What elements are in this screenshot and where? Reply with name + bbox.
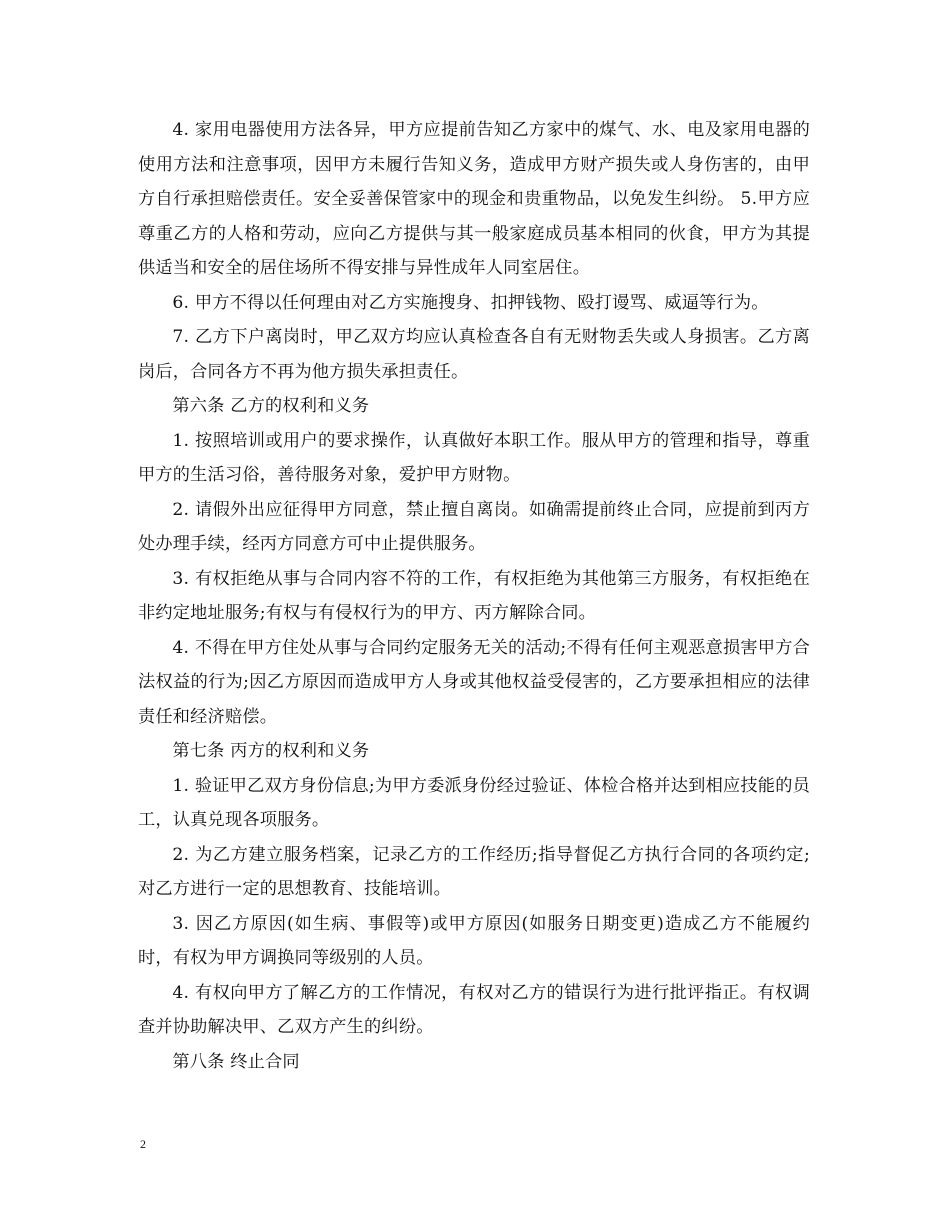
paragraph-clause-5-6: 6. 甲方不得以任何理由对乙方实施搜身、扣押钱物、殴打谩骂、威逼等行为。 [172,292,769,313]
paragraph-clause-7-4: 4. 有权向甲方了解乙方的工作情况，有权对乙方的错误行为进行批评指正。有权调查并协助解决甲、乙双方产生的纠纷。 [138,982,810,1037]
section-heading-article-6: 第六条 乙方的权利和义务 [172,396,370,416]
section-heading-article-8: 第八条 终止合同 [172,1051,300,1072]
paragraph-clause-6-2: 2. 请假外出应征得甲方同意，禁止擅自离岗。如确需提前终止合同，应提前到丙方处办理手续，经丙方同意方可中止提供服务。 [138,499,810,554]
section-heading-article-7: 第七条 丙方的权利和义务 [172,741,370,761]
paragraph-clause-6-4: 4. 不得在甲方住处从事与合同约定服务无关的活动;不得有任何主观恶意损害甲方合法权益的行为;因乙方原因而造成甲方人身或其他权益受侵害的，乙方要承担相应的法律责任和经济赔偿。 [138,637,810,727]
paragraph-clause-7-2: 2. 为乙方建立服务档案，记录乙方的工作经历;指导督促乙方执行合同的各项约定;对乙方进行一定的思想教育、技能培训。 [138,844,810,899]
paragraph-clause-7-1: 1. 验证甲乙双方身份信息;为甲方委派身份经过验证、体检合格并达到相应技能的员工，认真兑现各项服务。 [138,775,810,830]
paragraph-clause-7-3: 3. 因乙方原因(如生病、事假等)或甲方原因(如服务日期变更)造成乙方不能履约时，有权为甲方调换同等级别的人员。 [138,913,810,968]
paragraph-clause-5-4-5: 4. 家用电器使用方法各异，甲方应提前告知乙方家中的煤气、水、电及家用电器的使用方法和注意事项，因甲方未履行告知义务，造成甲方财产损失或人身伤害的，由甲方自行承担赔偿责任。安全妥善保管家中的现金和贵重物品，以免发生纠纷。 5.甲方应尊重乙方的人格和劳动，应向乙方提供与其一般家庭成员基本相同的伙食，甲方为其提供适当和安全的居住场所不得安排与异性成年人同室居住。 [138,120,810,278]
document-body [138,113,810,1079]
paragraph-clause-5-7: 7. 乙方下户离岗时，甲乙双方均应认真检查各自有无财物丢失或人身损害。乙方离岗后，合同各方不再为他方损失承担责任。 [138,327,810,382]
paragraph-clause-6-1: 1. 按照培训或用户的要求操作，认真做好本职工作。服从甲方的管理和指导，尊重甲方的生活习俗，善待服务对象，爱护甲方财物。 [138,430,810,485]
page-number: 2 [140,1137,146,1151]
paragraph-clause-6-3: 3. 有权拒绝从事与合同内容不符的工作，有权拒绝为其他第三方服务，有权拒绝在非约定地址服务;有权与有侵权行为的甲方、丙方解除合同。 [138,568,810,623]
